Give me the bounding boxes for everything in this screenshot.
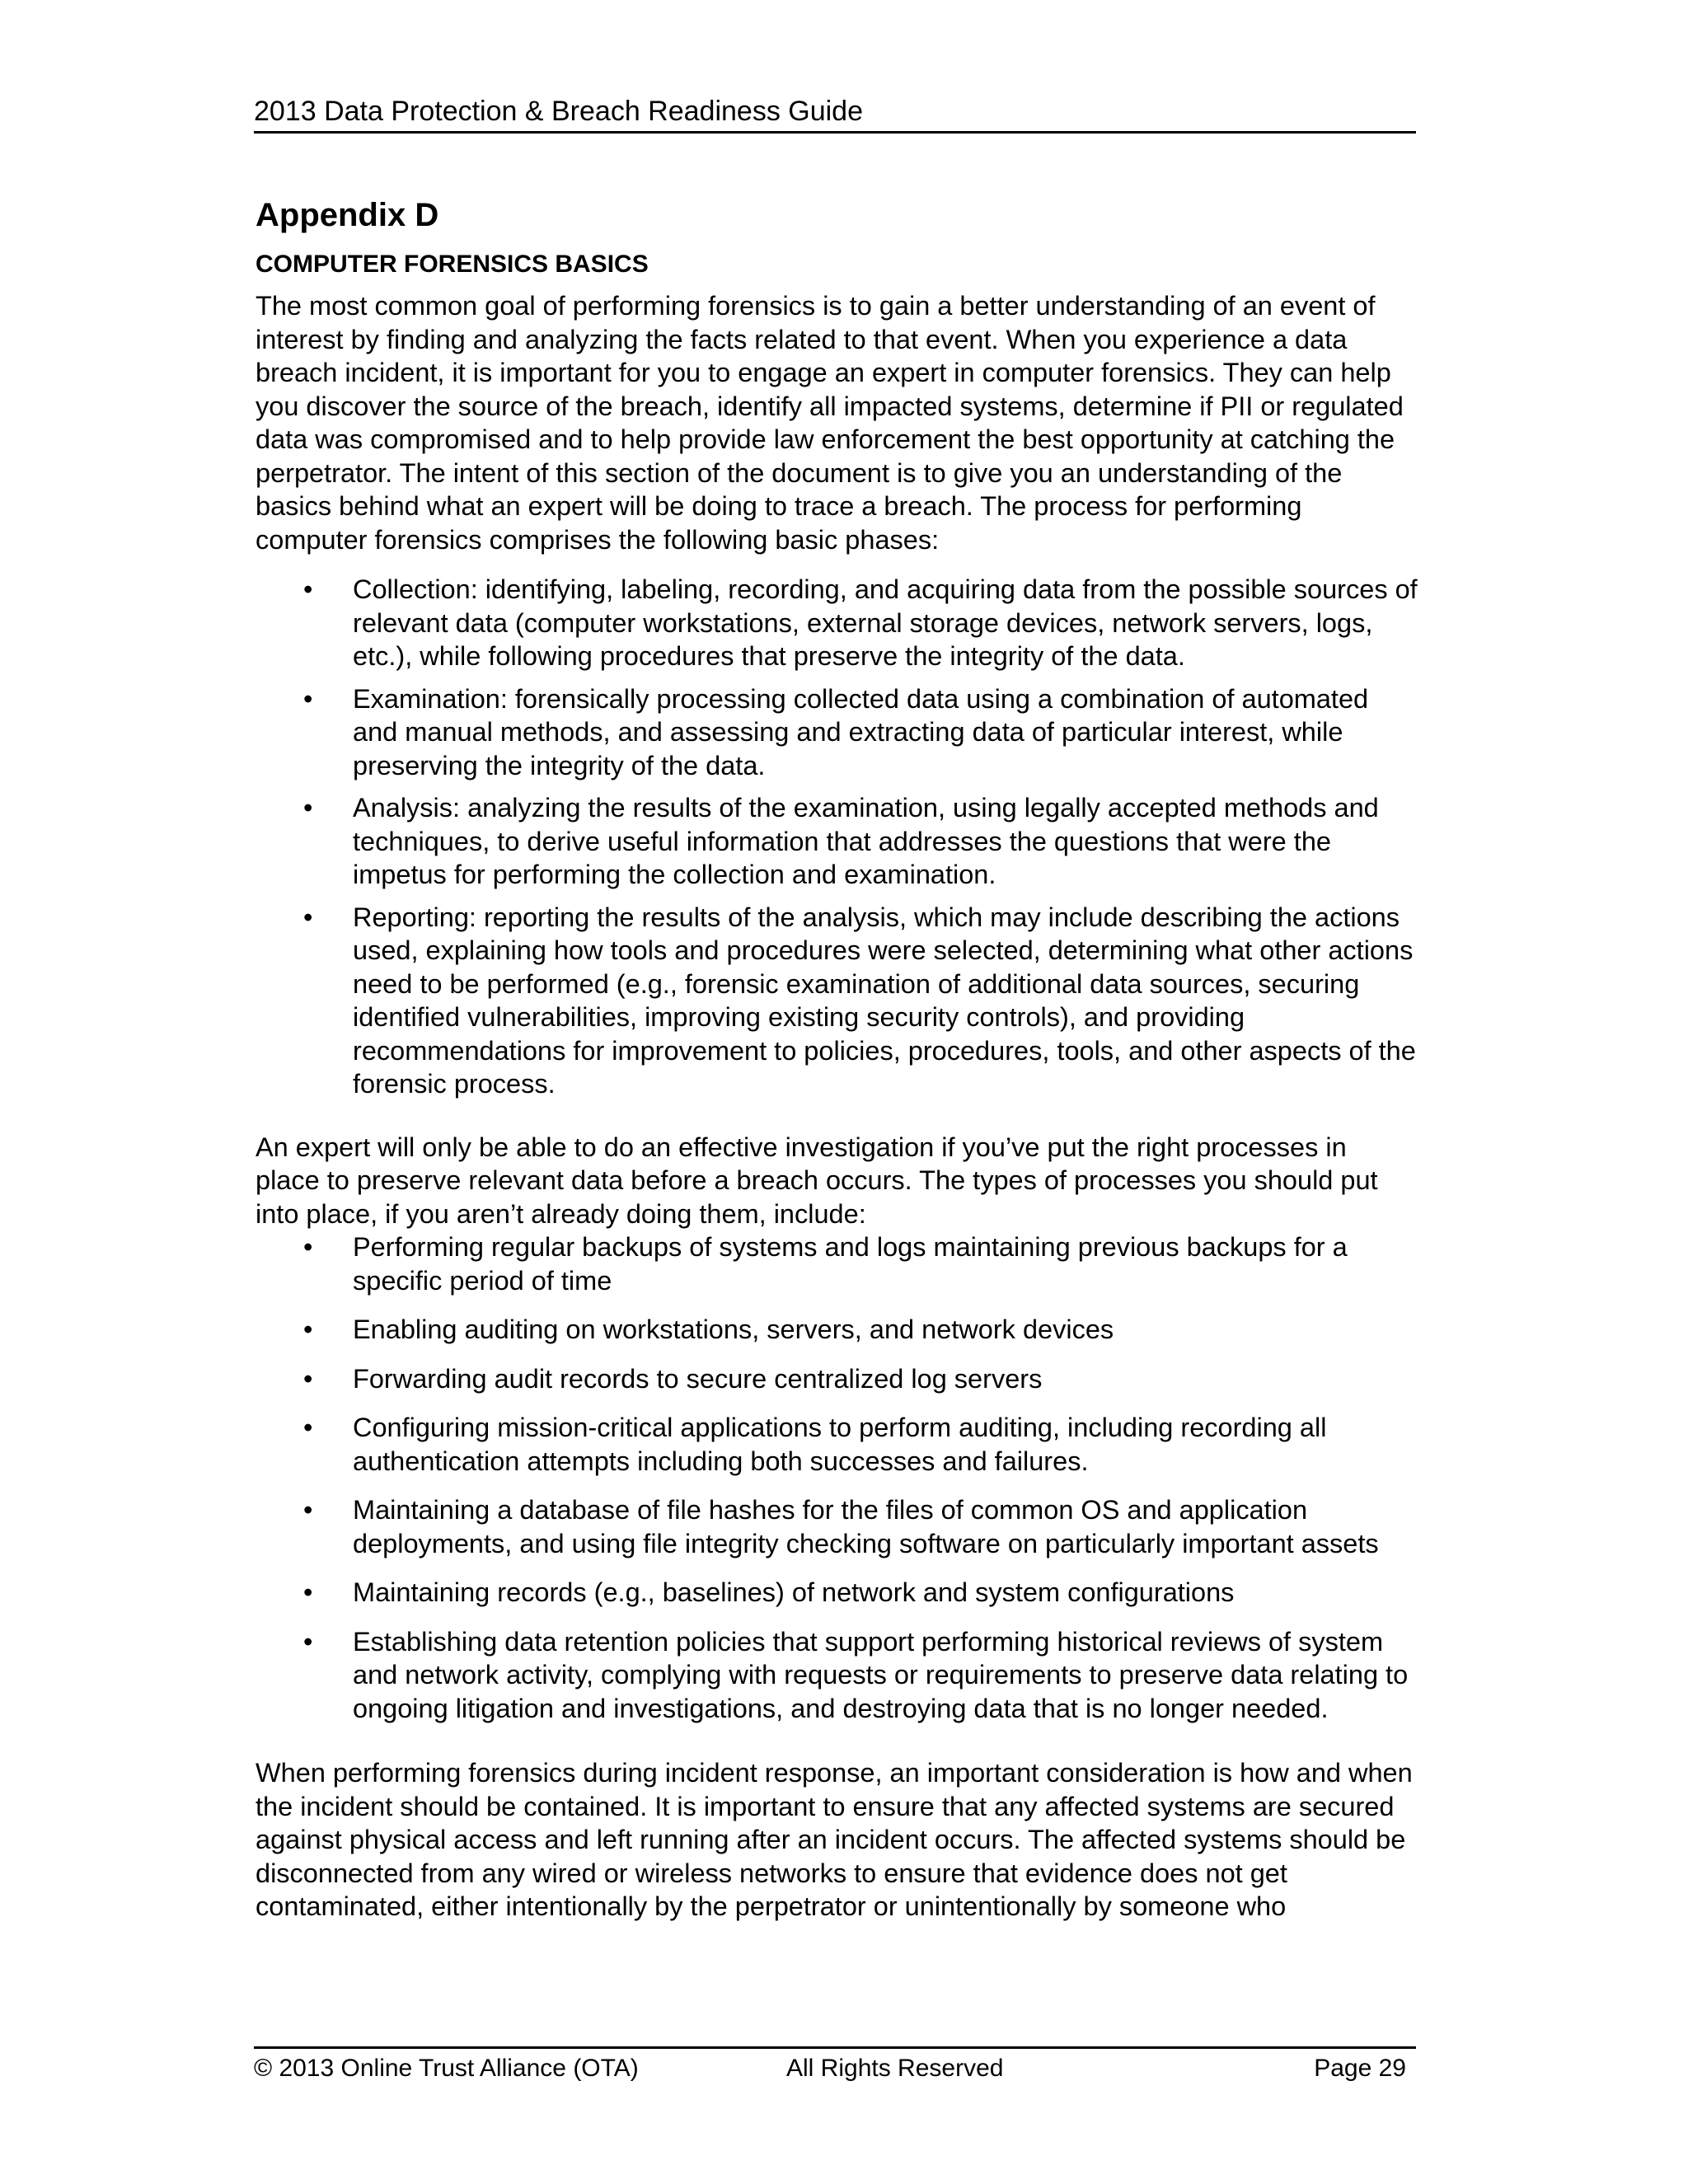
list-item: • Establishing data retention policies that support performing historical reviews of system and network activity, complying with requests or requirements to preserve data relating to ongoing litigation and investigations, and destroying data that is no longer needed. bbox=[353, 1625, 1418, 1726]
processes-list bbox=[256, 1230, 1418, 1725]
list-item: • Forwarding audit records to secure centralized log servers bbox=[353, 1362, 1418, 1396]
list-item: • Examination: forensically processing collected data using a combination of automated and manual methods, and assessing and extracting data of particular interest, while preserving the integrity of the data. bbox=[353, 682, 1418, 783]
processes-intro-paragraph: An expert will only be able to do an effective investigation if you’ve put the right processes in place to preserve relevant data before a breach occurs. The types of processes you should put into place, if you aren’t already doing them, include: bbox=[256, 1132, 1378, 1229]
list-item: • Analysis: analyzing the results of the examination, using legally accepted methods and techniques, to derive useful information that addresses the questions that were the impetus for performing the collection and examination. bbox=[353, 791, 1418, 892]
intro-paragraph: The most common goal of performing forensics is to gain a better understanding of an event of interest by finding and analyzing the facts related to that event. When you experience a data breach incident, it is important for you to engage an expert in computer forensics. They can help you discover the source of the breach, identify all impacted systems, determine if PII or regulated data was compromised and to help provide law enforcement the best opportunity at catching the perpetrator. The intent of this section of the document is to give you an understanding of the basics behind what an expert will be doing to trace a breach. The process for performing computer forensics comprises the following basic phases: bbox=[256, 291, 1404, 555]
list-item: • Maintaining a database of file hashes for the files of common OS and application deployments, and using file integrity checking software on particularly important assets bbox=[353, 1493, 1418, 1560]
appendix-title: Appendix D bbox=[256, 197, 439, 233]
page-footer bbox=[254, 2046, 1416, 2082]
containment-paragraph: When performing forensics during incident response, an important consideration is how and when the incident should be contained. It is important to ensure that any affected systems are secured against physical access and left running after an incident occurs. The affected systems should be disconnected from any wired or wireless networks to ensure that evidence does not get contaminated, either intentionally by the perpetrator or unintentionally by someone who bbox=[256, 1758, 1413, 1921]
list-item: • Enabling auditing on workstations, servers, and network devices bbox=[353, 1313, 1418, 1347]
list-item: • Performing regular backups of systems and logs maintaining previous backups for a specific period of time bbox=[353, 1230, 1418, 1297]
page-number: Page 29 bbox=[1314, 2055, 1406, 2082]
section-title: COMPUTER FORENSICS BASICS bbox=[256, 251, 649, 278]
footer-rights: All Rights Reserved bbox=[786, 2055, 1004, 2082]
page-body bbox=[256, 194, 1418, 1924]
list-item: • Maintaining records (e.g., baselines) of network and system configurations bbox=[353, 1576, 1418, 1610]
footer-copyright: © 2013 Online Trust Alliance (OTA) bbox=[254, 2055, 639, 2082]
running-header: 2013 Data Protection & Breach Readiness Guide bbox=[254, 95, 1416, 134]
list-item: • Configuring mission-critical applications to perform auditing, including recording all authentication attempts including both successes and failures. bbox=[353, 1411, 1418, 1478]
forensics-phases-list bbox=[256, 573, 1418, 1101]
list-item: • Reporting: reporting the results of the analysis, which may include describing the actions used, explaining how tools and procedures were selected, determining what other actions need to be performed (e.g., forensic examination of additional data sources, securing identified vulnerabilities, improving existing security controls), and providing recommendations for improvement to policies, procedures, tools, and other aspects of the forensic process. bbox=[353, 901, 1418, 1101]
list-item: • Collection: identifying, labeling, recording, and acquiring data from the possible sources of relevant data (computer workstations, external storage devices, network servers, logs, etc.), while following procedures that preserve the integrity of the data. bbox=[353, 573, 1418, 673]
